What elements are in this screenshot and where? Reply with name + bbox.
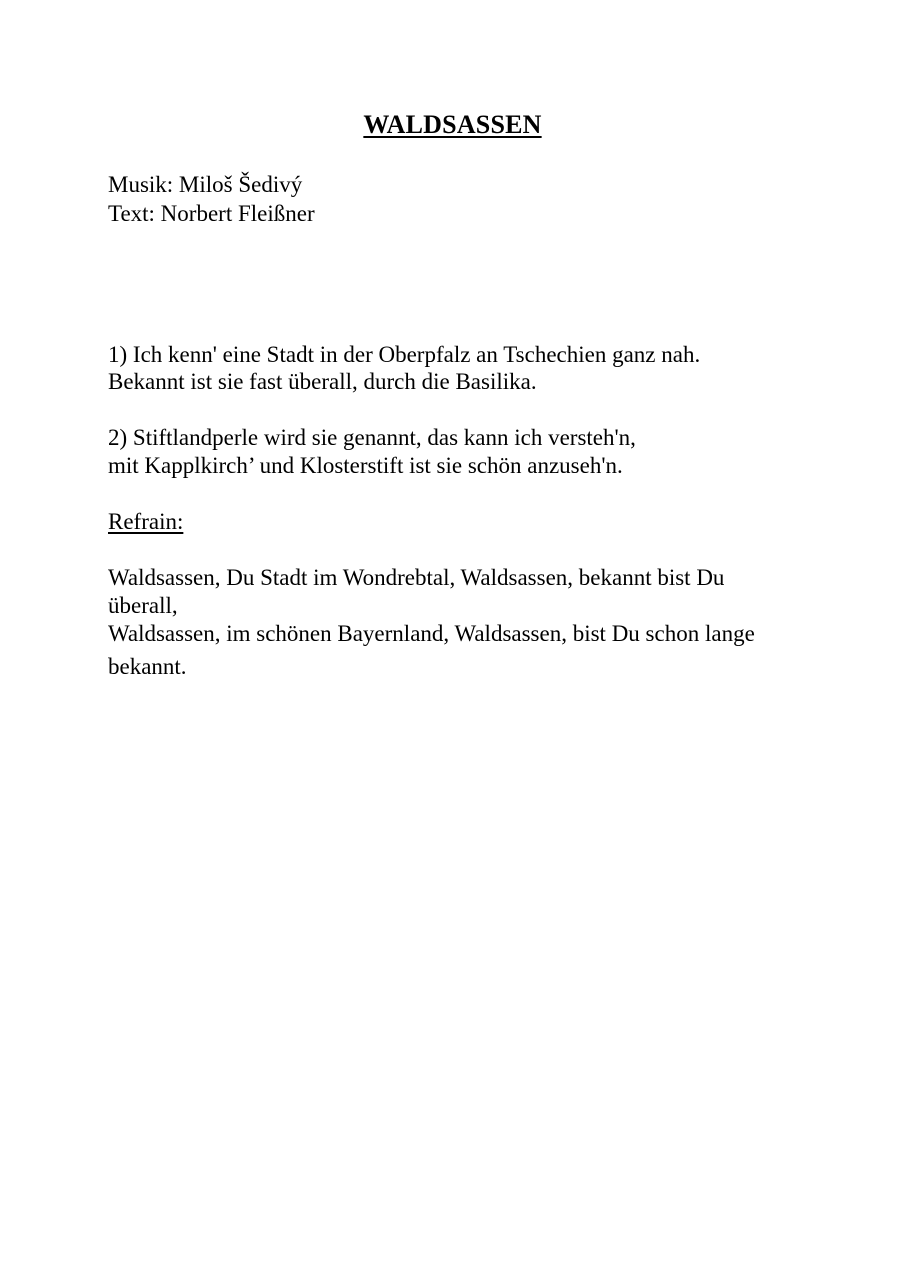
- refrain-line4: bekannt.: [108, 654, 187, 679]
- refrain-line1: Waldsassen, Du Stadt im Wondrebtal, Waldsassen, bekannt bist Du: [108, 565, 725, 590]
- verse1-line1: 1) Ich kenn' eine Stadt in der Oberpfalz an Tschechien ganz nah.: [108, 342, 701, 367]
- credit-music: Musik: Miloš Šedivý: [108, 172, 303, 197]
- song-title: WALDSASSEN: [363, 110, 542, 139]
- refrain-line2: überall,: [108, 593, 178, 618]
- refrain-line3: Waldsassen, im schönen Bayernland, Waldsassen, bist Du schon lange: [108, 621, 755, 646]
- verse2-line1: 2) Stiftlandperle wird sie genannt, das kann ich versteh'n,: [108, 425, 636, 450]
- verse2-line2: mit Kapplkirch’ und Klosterstift ist sie schön anzuseh'n.: [108, 453, 623, 478]
- credit-text: Text: Norbert Fleißner: [108, 201, 315, 226]
- verse1-line2: Bekannt ist sie fast überall, durch die Basilika.: [108, 369, 537, 394]
- refrain-heading: Refrain:: [108, 509, 184, 534]
